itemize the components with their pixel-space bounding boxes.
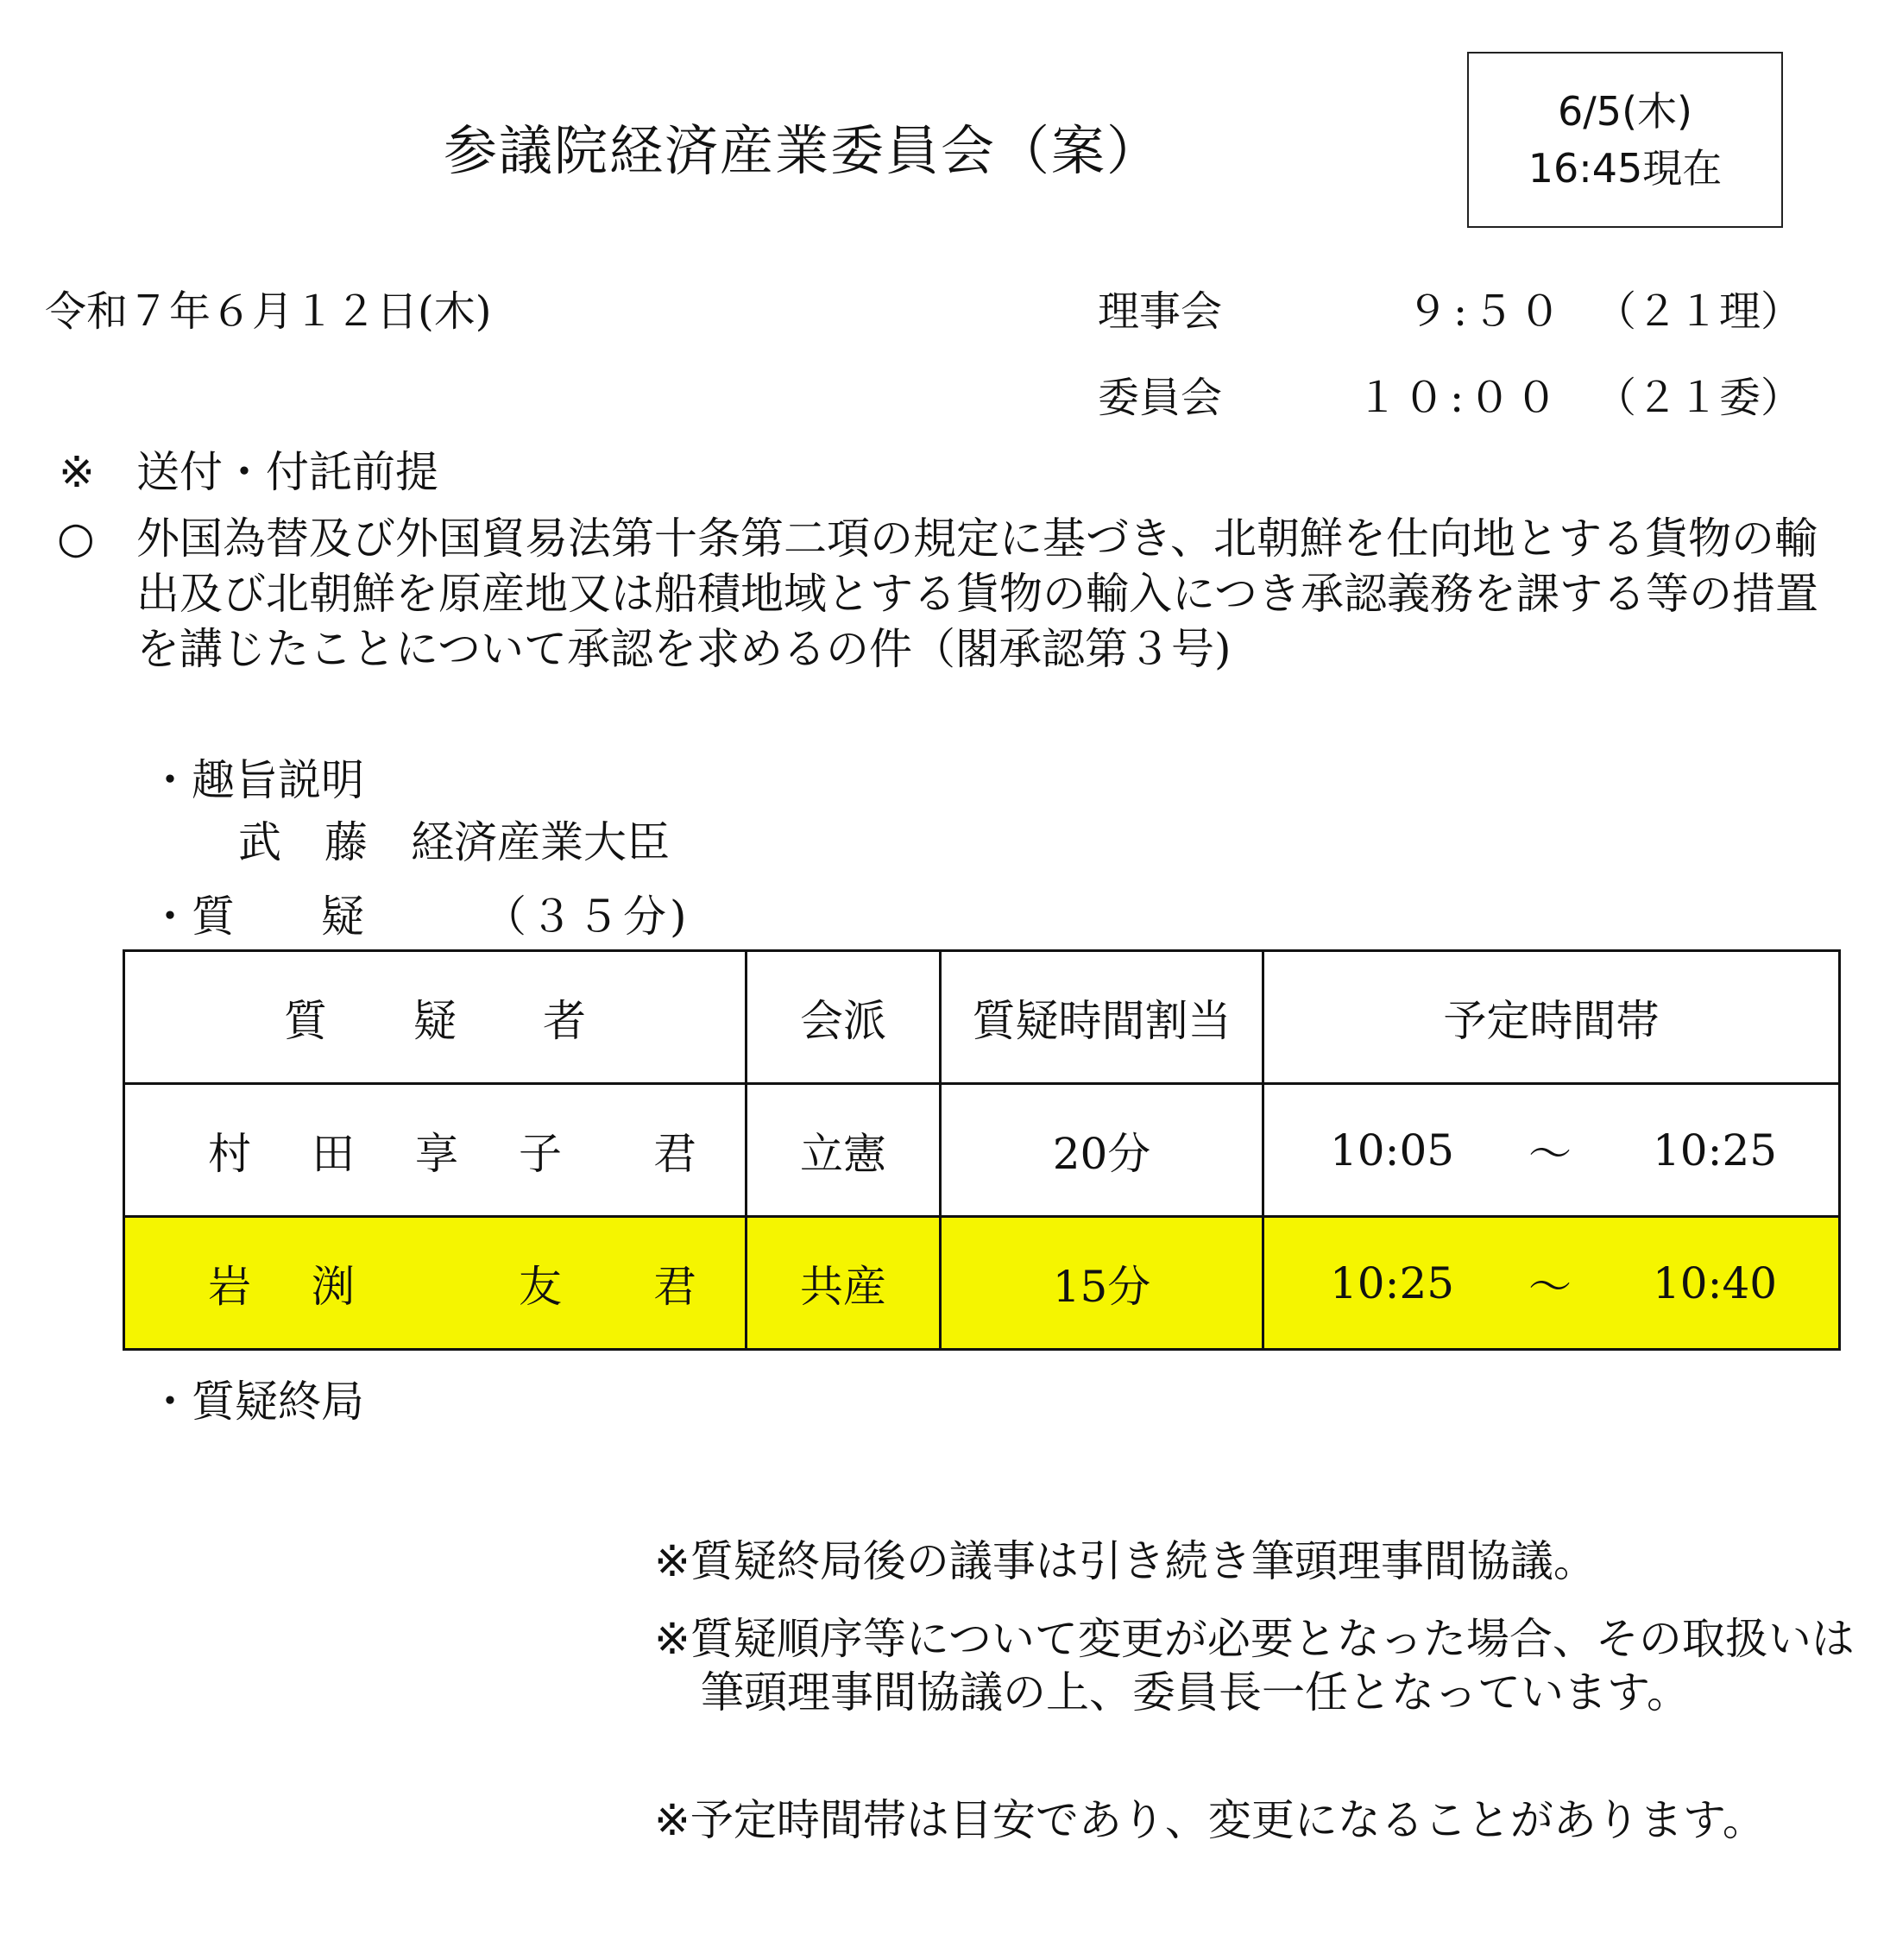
questioning-label: ・質 疑 <box>148 892 364 942</box>
party-cell: 共産 <box>747 1217 941 1350</box>
status-date: 6/5(木) <box>1558 88 1692 135</box>
meeting-date: 令和７年６月１２日(木) <box>45 287 492 336</box>
schedule-cell <box>1263 1084 1840 1217</box>
note-1: ※質疑終局後の議事は引き続き筆頭理事間協議。 <box>654 1536 1597 1586</box>
end-time: 10:25 <box>1653 1125 1778 1175</box>
table-row <box>124 1084 1840 1217</box>
name-char: 村 <box>208 1128 251 1179</box>
explainer: 武 藤 経済産業大臣 <box>238 817 670 867</box>
questioning-total: （３５分) <box>483 892 690 942</box>
tilde: ～ <box>1528 1261 1572 1312</box>
name-char: 岩 <box>208 1261 251 1312</box>
iinkai-room: （２１委） <box>1595 374 1803 422</box>
allotted-cell: 20分 <box>941 1084 1263 1217</box>
status-box <box>1467 52 1783 228</box>
party-cell: 立憲 <box>747 1084 941 1217</box>
end-time: 10:40 <box>1653 1257 1778 1308</box>
questioner-table <box>123 949 1841 1351</box>
table-header-row <box>124 951 1840 1084</box>
questioning-end: ・質疑終局 <box>148 1377 364 1427</box>
status-time: 16:45現在 <box>1528 145 1723 192</box>
rijikai-time: ９:５０ <box>1407 287 1566 336</box>
rijikai-room: （２１理） <box>1595 287 1803 336</box>
note-2: ※質疑順序等について変更が必要となった場合、その取扱いは筆頭理事間協議の上、委員長一任となっています。 <box>654 1614 1855 1717</box>
page-title: 参議院経済産業委員会（案） <box>443 119 1162 182</box>
explanation-label: ・趣旨説明 <box>148 755 364 805</box>
start-time: 10:25 <box>1330 1257 1455 1308</box>
tilde: ～ <box>1528 1128 1572 1179</box>
name-char: 君 <box>653 1261 696 1312</box>
schedule-cell <box>1263 1217 1840 1350</box>
header-allotted: 質疑時間割当 <box>941 951 1263 1084</box>
name-char: 渕 <box>312 1261 355 1312</box>
header-questioner: 質 疑 者 <box>124 951 747 1084</box>
name-char: 君 <box>653 1128 696 1179</box>
note-3: ※予定時間帯は目安であり、変更になることがあります。 <box>654 1795 1766 1845</box>
allotted-cell: 15分 <box>941 1217 1263 1350</box>
rijikai-label: 理事会 <box>1098 287 1223 336</box>
header-schedule: 予定時間帯 <box>1263 951 1840 1084</box>
agenda-item-text: 外国為替及び外国貿易法第十条第二項の規定に基づき、北朝鮮を仕向地とする貨物の輸出及び北朝鮮を原産地又は船積地域とする貨物の輸入につき承認義務を課する等の措置を講じたことについて承認を求めるの件（閣承認第３号) <box>136 514 1818 674</box>
agenda-item-mark: ○ <box>57 513 95 563</box>
iinkai-label: 委員会 <box>1098 374 1223 422</box>
name-char: 享 <box>415 1128 458 1179</box>
name-char: 友 <box>519 1261 562 1312</box>
name-char: 田 <box>312 1128 355 1179</box>
premise-text: 送付・付託前提 <box>136 447 438 497</box>
questioner-name <box>124 1217 747 1350</box>
premise-mark: ※ <box>59 447 95 497</box>
start-time: 10:05 <box>1330 1125 1455 1175</box>
questioner-name <box>124 1084 747 1217</box>
iinkai-time: １０:００ <box>1357 374 1563 422</box>
name-char: 子 <box>519 1128 562 1179</box>
table-row <box>124 1217 1840 1350</box>
header-party: 会派 <box>747 951 941 1084</box>
